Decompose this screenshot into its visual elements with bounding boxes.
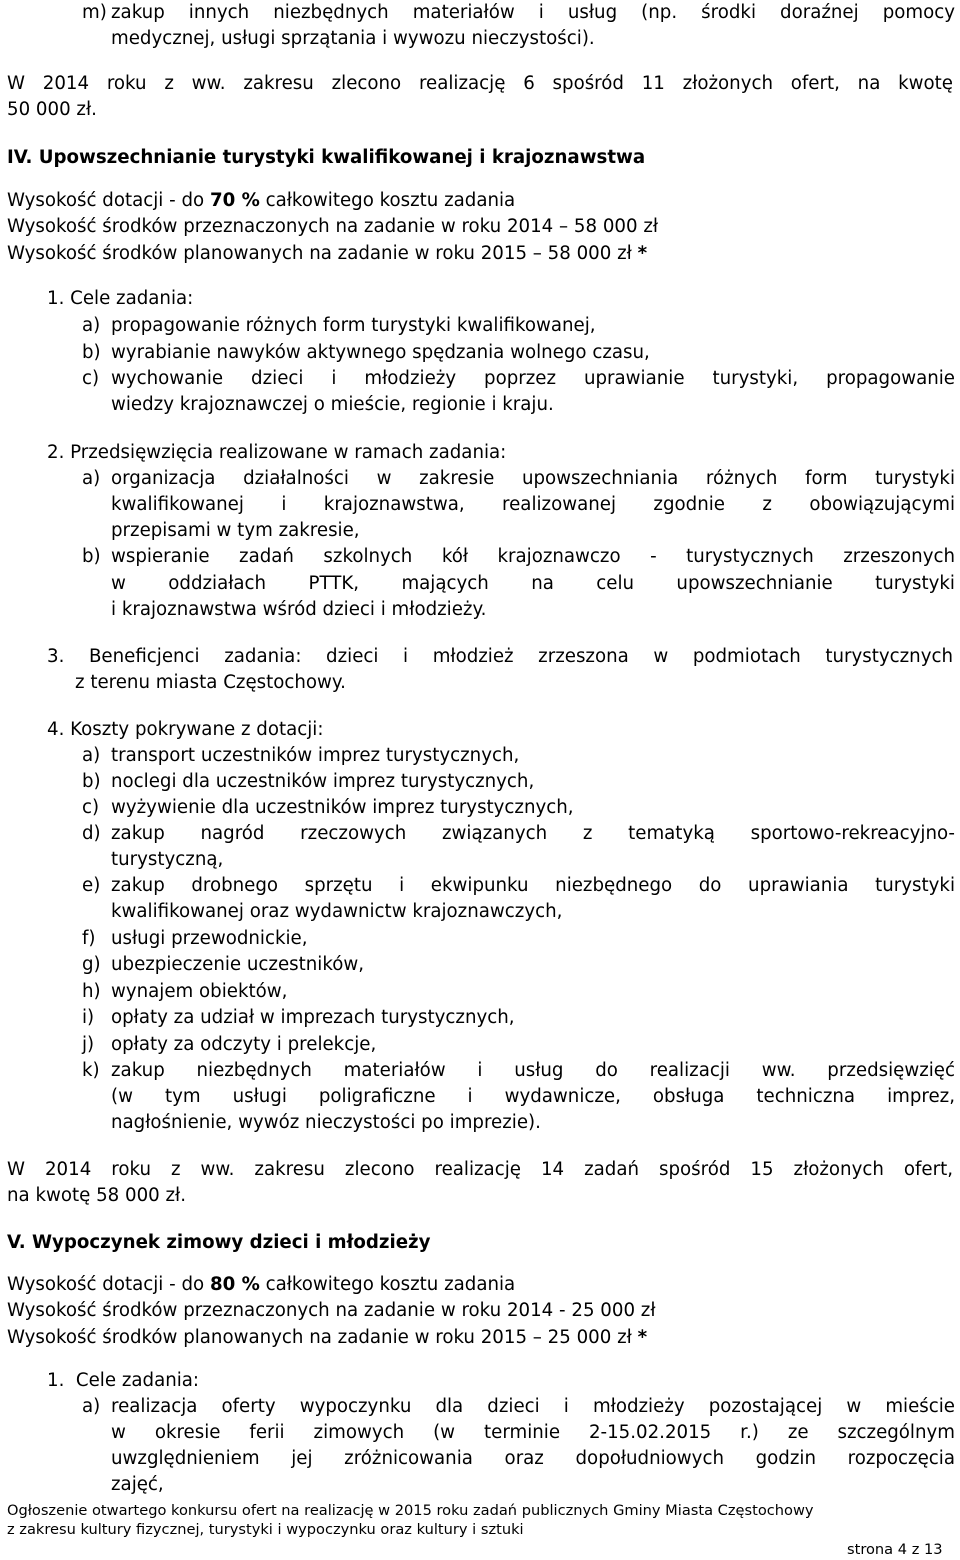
list-item-text: w okresie ferii zimowych (w terminie 2-15.02.2015 r.) ze szczególnym	[111, 1422, 955, 1443]
list-item-text: nagłośnienie, wywóz nieczystości po imprezie).	[111, 1112, 541, 1133]
list-item-text: usługi przewodnickie,	[111, 928, 308, 949]
page-number: strona 4 z 13	[847, 1541, 943, 1558]
list-item-text: zakup innych niezbędnych materiałów i usług (np. środki doraźnej pomocy	[111, 2, 955, 23]
list-marker: b)	[82, 342, 101, 363]
list-marker: c)	[82, 797, 100, 818]
paragraph: W 2014 roku z ww. zakresu zlecono realizację 6 spośród 11 złożonych ofert, na kwotę	[7, 73, 953, 94]
list-marker: b)	[82, 771, 101, 792]
list-marker: a)	[82, 745, 101, 766]
list-item-text: propagowanie różnych form turystyki kwalifikowanej,	[111, 315, 596, 336]
list-marker: g)	[82, 954, 101, 975]
section-heading: IV. Upowszechnianie turystyki kwalifikowanej i krajoznawstwa	[7, 147, 646, 168]
text: Wysokość środków planowanych na zadanie w roku 2015 – 58 000 zł	[7, 243, 638, 264]
list-marker: a)	[82, 1396, 101, 1417]
paragraph: W 2014 roku z ww. zakresu zlecono realizację 14 zadań spośród 15 złożonych ofert,	[7, 1159, 953, 1180]
list-marker: d)	[82, 823, 101, 844]
text: Wysokość dotacji - do	[7, 1274, 210, 1295]
list-marker: k)	[82, 1060, 100, 1081]
list-item-text: (w tym usługi poligraficzne i wydawnicze, obsługa techniczna imprez,	[111, 1086, 955, 1107]
list-item-text: realizacja oferty wypoczynku dla dzieci i młodzieży pozostającej w mieście	[111, 1396, 955, 1417]
text: Wysokość środków planowanych na zadanie w roku 2015 – 25 000 zł	[7, 1327, 638, 1348]
list-item-text: opłaty za udział w imprezach turystycznych,	[111, 1007, 515, 1028]
list-item-text: i krajoznawstwa wśród dzieci i młodzieży.	[111, 599, 487, 620]
list-item-text: przepisami w tym zakresie,	[111, 520, 360, 541]
text: Wysokość dotacji - do	[7, 190, 210, 211]
list-marker: c)	[82, 368, 100, 389]
subsection-title: 1. Cele zadania:	[47, 288, 194, 309]
list-item-text: wychowanie dzieci i młodzieży poprzez uprawianie turystyki, propagowanie	[111, 368, 955, 389]
section-heading: V. Wypoczynek zimowy dzieci i młodzieży	[7, 1232, 431, 1253]
beneficiaries-text: 3. Beneficjenci zadania: dzieci i młodzież zrzeszona w podmiotach turystycznych	[47, 646, 953, 667]
list-item-text: opłaty za odczyty i prelekcje,	[111, 1034, 377, 1055]
list-marker: m)	[82, 2, 107, 23]
footer-line: z zakresu kultury fizycznej, turystyki i wypoczynku oraz kultury i sztuki	[7, 1521, 524, 1538]
list-item-text: zakup drobnego sprzętu i ekwipunku niezbędnego do uprawiania turystyki	[111, 875, 955, 896]
subsection-title: 2. Przedsięwzięcia realizowane w ramach zadania:	[47, 442, 507, 463]
list-item-text: zakup niezbędnych materiałów i usług do realizacji ww. przedsięwzięć	[111, 1060, 955, 1081]
list-item-text: wspieranie zadań szkolnych kół krajoznawczo - turystycznych zrzeszonych	[111, 546, 955, 567]
text: całkowitego kosztu zadania	[259, 190, 516, 211]
list-item-text: kwalifikowanej i krajoznawstwa, realizowanej zgodnie z obowiązującymi	[111, 494, 955, 515]
list-item-text: uwzględnieniem jej zróżnicowania oraz dopołudniowych godzin rozpoczęcia	[111, 1448, 955, 1469]
paragraph: na kwotę 58 000 zł.	[7, 1185, 187, 1206]
list-item-text: ubezpieczenie uczestników,	[111, 954, 364, 975]
list-marker: j)	[82, 1034, 95, 1055]
dotation-line	[7, 188, 515, 214]
subsection-title: 4. Koszty pokrywane z dotacji:	[47, 719, 324, 740]
list-item-text: wynajem obiektów,	[111, 981, 288, 1002]
list-marker: h)	[82, 981, 101, 1002]
list-item-text: wyrabianie nawyków aktywnego spędzania wolnego czasu,	[111, 342, 650, 363]
dotation-line	[7, 1272, 515, 1298]
list-marker: f)	[82, 928, 96, 949]
list-item-text: w oddziałach PTTK, mających na celu upowszechnianie turystyki	[111, 573, 955, 594]
list-item-text: turystyczną,	[111, 849, 224, 870]
list-item-text: medycznej, usługi sprzątania i wywozu nieczystości).	[111, 28, 595, 49]
list-item-text: noclegi dla uczestników imprez turystycznych,	[111, 771, 535, 792]
funds-2015-line	[7, 241, 647, 267]
list-item-text: wiedzy krajoznawczej o mieście, regionie i kraju.	[111, 394, 554, 415]
funds-2014-line: Wysokość środków przeznaczonych na zadanie w roku 2014 – 58 000 zł	[7, 216, 659, 237]
paragraph: 50 000 zł.	[7, 99, 97, 120]
list-marker: i)	[82, 1007, 95, 1028]
list-marker: b)	[82, 546, 101, 567]
list-item-text: transport uczestników imprez turystycznych,	[111, 745, 520, 766]
list-item-text: kwalifikowanej oraz wydawnictw krajoznawczych,	[111, 901, 563, 922]
footer-line: Ogłoszenie otwartego konkursu ofert na realizację w 2015 roku zadań publicznych Gminy Miasta Częstochowy	[7, 1502, 814, 1519]
list-marker: a)	[82, 468, 101, 489]
percent-value: 70 %	[209, 190, 260, 211]
list-item-text: zakup nagród rzeczowych związanych z tematyką sportowo-rekreacyjno-	[111, 823, 955, 844]
asterisk: *	[637, 243, 648, 264]
list-item-text: wyżywienie dla uczestników imprez turystycznych,	[111, 797, 574, 818]
funds-2015-line	[7, 1325, 647, 1351]
subsection-title: 1. Cele zadania:	[47, 1370, 200, 1391]
beneficiaries-text: z terenu miasta Częstochowy.	[75, 672, 346, 693]
list-item-text: organizacja działalności w zakresie upowszechniania różnych form turystyki	[111, 468, 955, 489]
list-item-text: zajęć,	[111, 1474, 164, 1495]
text: całkowitego kosztu zadania	[259, 1274, 516, 1295]
percent-value: 80 %	[209, 1274, 260, 1295]
asterisk: *	[637, 1327, 648, 1348]
list-marker: a)	[82, 315, 101, 336]
funds-2014-line: Wysokość środków przeznaczonych na zadanie w roku 2014 - 25 000 zł	[7, 1300, 656, 1321]
list-marker: e)	[82, 875, 101, 896]
